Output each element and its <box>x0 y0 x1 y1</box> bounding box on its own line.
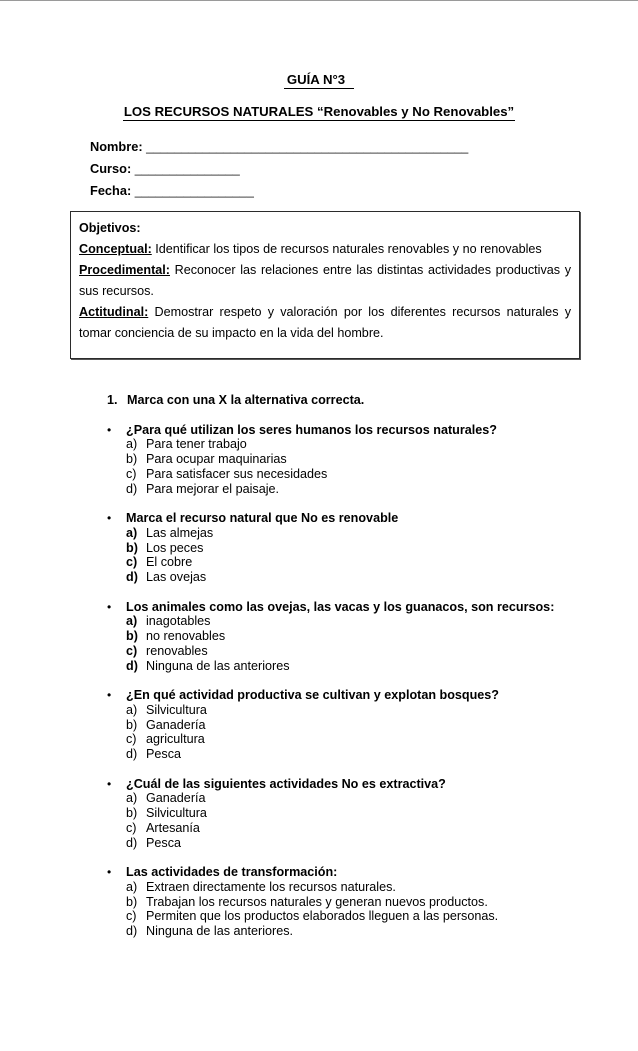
option-list <box>126 703 560 762</box>
option-row <box>126 806 560 821</box>
option-row <box>126 452 560 467</box>
option-letter: a) <box>126 437 138 452</box>
option-text: Trabajan los recursos naturales y generan nuevos productos. <box>146 894 488 909</box>
option-row <box>126 924 560 939</box>
option-text: Ninguna de las anteriores. <box>146 924 294 939</box>
objective-item <box>79 302 571 344</box>
option-letter: b) <box>126 629 138 644</box>
option-text: Ganadería <box>146 717 206 732</box>
option-text: Para ocupar maquinarias <box>146 452 287 467</box>
question-content <box>126 511 560 585</box>
option-row <box>126 703 560 718</box>
objective-label: Actitudinal: <box>79 305 149 319</box>
option-row <box>126 880 560 895</box>
option-text: agricultura <box>146 732 205 747</box>
bullet-icon: • <box>107 688 112 703</box>
bullet-icon: • <box>107 599 112 614</box>
option-letter: d) <box>126 570 138 585</box>
question-item <box>107 423 560 497</box>
option-text: renovables <box>146 643 208 658</box>
bullet-icon: • <box>107 422 112 437</box>
objective-label: Procedimental: <box>79 263 170 277</box>
guide-number: GUÍA N°3 <box>284 72 354 89</box>
option-list <box>126 880 560 939</box>
option-letter: c) <box>126 643 138 658</box>
objective-text: Identificar los tipos de recursos naturales renovables y no renovables <box>155 242 542 256</box>
option-text: El cobre <box>146 555 193 570</box>
option-letter: a) <box>126 791 138 806</box>
field-label: Nombre: <box>90 139 143 154</box>
option-text: no renovables <box>146 629 226 644</box>
option-text: inagotables <box>146 614 211 629</box>
question-item <box>107 865 560 939</box>
option-letter: a) <box>126 879 138 894</box>
option-text: Para tener trabajo <box>146 437 247 452</box>
option-letter: c) <box>126 820 137 835</box>
option-letter: b) <box>126 894 138 909</box>
option-row <box>126 629 560 644</box>
option-letter: c) <box>126 466 137 481</box>
option-letter: d) <box>126 747 138 762</box>
question-list <box>107 423 560 939</box>
question-text: Las actividades de transformación: <box>126 865 338 880</box>
objectives-box <box>70 211 580 359</box>
option-text: Las almejas <box>146 525 214 540</box>
option-text: Pesca <box>146 747 182 762</box>
option-row <box>126 747 560 762</box>
objective-item <box>79 260 571 302</box>
option-row <box>126 821 560 836</box>
header <box>0 72 638 121</box>
objective-label: Conceptual: <box>79 242 152 256</box>
option-text: Extraen directamente los recursos naturales. <box>146 879 396 894</box>
objective-text: Reconocer las relaciones entre las distintas actividades productivas y sus recursos. <box>79 263 571 298</box>
option-row <box>126 570 560 585</box>
question-content <box>126 865 560 939</box>
field-row <box>90 184 638 206</box>
option-row <box>126 437 560 452</box>
option-letter: b) <box>126 717 138 732</box>
option-row <box>126 555 560 570</box>
option-row <box>126 791 560 806</box>
objectives-list <box>79 239 571 344</box>
field-row <box>90 140 638 162</box>
option-letter: a) <box>126 702 138 717</box>
option-list <box>126 791 560 850</box>
field-blank-line: _______________ <box>134 162 240 176</box>
option-text: Pesca <box>146 835 182 850</box>
option-list <box>126 526 560 585</box>
option-row <box>126 836 560 851</box>
option-text: Ninguna de las anteriores <box>146 658 290 673</box>
page-title: LOS RECURSOS NATURALES “Renovables y No Renovables” <box>123 104 515 119</box>
option-row <box>126 614 560 629</box>
field-label: Fecha: <box>90 183 132 198</box>
option-letter: d) <box>126 835 138 850</box>
student-fields <box>90 140 638 206</box>
option-text: Para mejorar el paisaje. <box>146 481 279 496</box>
option-letter: c) <box>126 909 137 924</box>
option-row <box>126 718 560 733</box>
question-content <box>126 423 560 497</box>
option-row <box>126 482 560 497</box>
question-text: ¿En qué actividad productiva se cultivan y explotan bosques? <box>126 688 499 703</box>
option-letter: b) <box>126 540 138 555</box>
option-list <box>126 437 560 496</box>
option-row <box>126 895 560 910</box>
doc-title-line <box>0 104 638 121</box>
field-row <box>90 162 638 184</box>
option-text: Silvicultura <box>146 806 207 821</box>
question-content <box>126 688 560 762</box>
option-row <box>126 526 560 541</box>
instruction-number: 1. <box>107 393 118 407</box>
option-letter: b) <box>126 806 138 821</box>
option-list <box>126 614 560 673</box>
field-blank-line: _________________ <box>134 184 254 198</box>
option-row <box>126 732 560 747</box>
option-letter: a) <box>126 614 138 629</box>
question-content <box>126 777 560 851</box>
option-row <box>126 541 560 556</box>
option-text: Silvicultura <box>146 702 207 717</box>
objectives-heading: Objetivos: <box>79 221 141 235</box>
bullet-icon: • <box>107 511 112 526</box>
option-row <box>126 909 560 924</box>
bullet-icon: • <box>107 776 112 791</box>
option-letter: b) <box>126 452 138 467</box>
question-content <box>126 600 560 674</box>
option-letter: d) <box>126 924 138 939</box>
objective-item <box>79 239 571 260</box>
questions-section <box>107 393 560 939</box>
question-item <box>107 777 560 851</box>
option-text: Artesanía <box>146 820 200 835</box>
option-row <box>126 644 560 659</box>
guide-number-line <box>0 72 638 89</box>
option-letter: d) <box>126 481 138 496</box>
question-text: Marca el recurso natural que No es renovable <box>126 511 399 526</box>
bullet-icon: • <box>107 865 112 880</box>
option-letter: c) <box>126 555 138 570</box>
option-text: Ganadería <box>146 791 206 806</box>
option-row <box>126 659 560 674</box>
option-row <box>126 467 560 482</box>
question-item <box>107 511 560 585</box>
instruction-row <box>107 393 560 408</box>
field-blank-line: ______________________________________________ <box>146 140 469 154</box>
question-text: ¿Para qué utilizan los seres humanos los recursos naturales? <box>126 422 497 437</box>
question-text: Los animales como las ovejas, las vacas y los guanacos, son recursos: <box>126 599 555 614</box>
option-text: Permiten que los productos elaborados lleguen a las personas. <box>146 909 499 924</box>
question-item <box>107 600 560 674</box>
question-text: ¿Cuál de las siguientes actividades No es extractiva? <box>126 776 446 791</box>
option-letter: d) <box>126 658 138 673</box>
instruction-text: Marca con una X la alternativa correcta. <box>127 393 365 407</box>
field-label: Curso: <box>90 161 132 176</box>
option-text: Para satisfacer sus necesidades <box>146 466 328 481</box>
option-text: Las ovejas <box>146 570 207 585</box>
option-letter: c) <box>126 732 137 747</box>
option-letter: a) <box>126 525 138 540</box>
objective-text: Demostrar respeto y valoración por los diferentes recursos naturales y tomar conciencia de su impacto en la vida del hombre. <box>79 305 572 340</box>
question-item <box>107 688 560 762</box>
option-text: Los peces <box>146 540 204 555</box>
